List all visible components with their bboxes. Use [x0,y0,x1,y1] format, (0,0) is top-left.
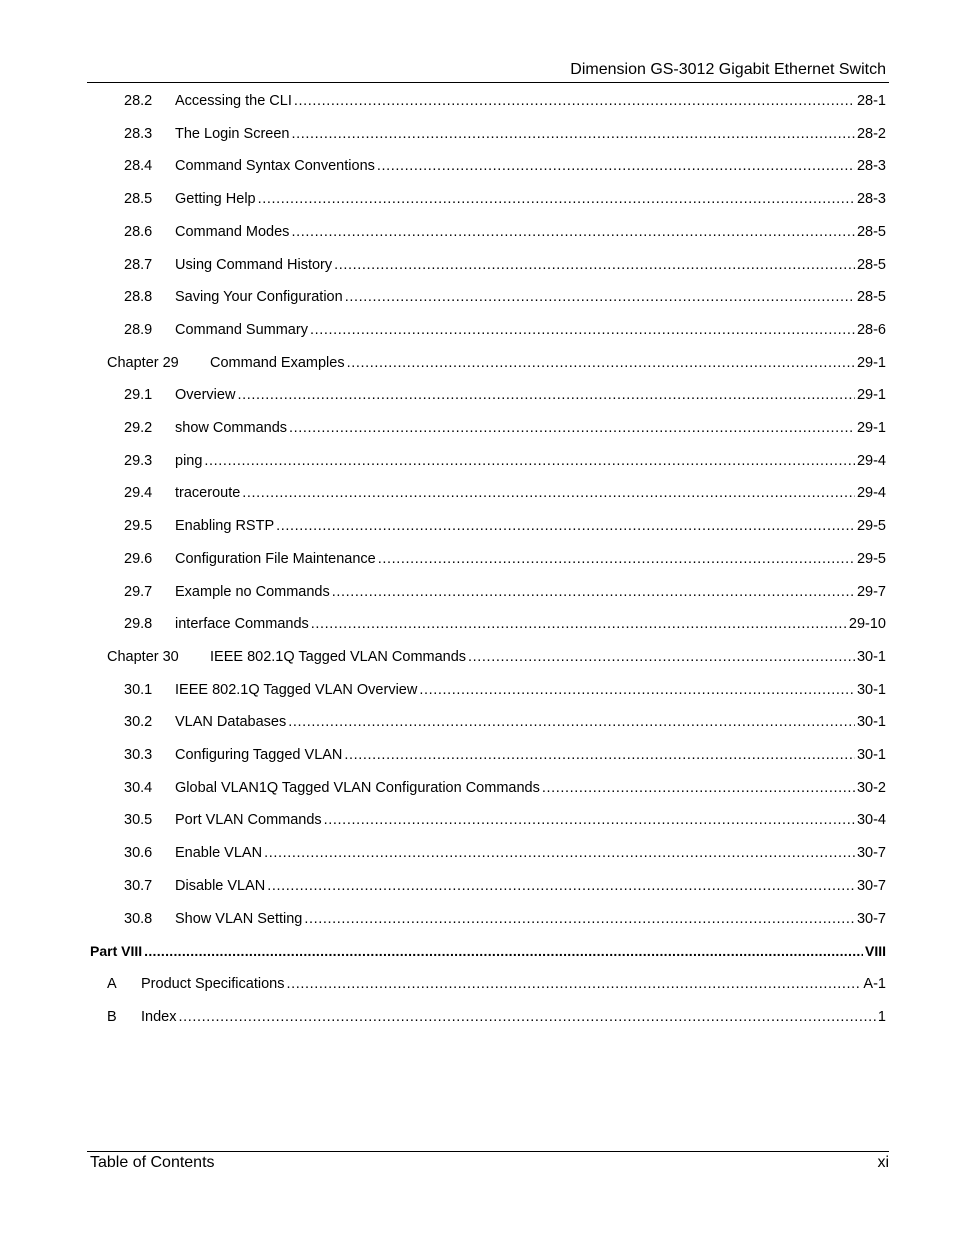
toc-entry-title: traceroute [175,485,241,502]
toc-entry[interactable] [0,222,886,242]
toc-entry-title: Command Summary [175,321,308,338]
toc-entry[interactable] [0,353,886,373]
toc-entry-page: 29-1 [856,354,886,371]
toc-entry-number: 30.7 [124,877,153,894]
toc-entry-number: 30.8 [124,910,153,927]
toc-entry-number: 29.3 [124,452,153,469]
toc-entry-number: 28.4 [124,158,153,175]
toc-entry[interactable] [0,712,886,732]
dot-leader [242,483,855,503]
toc-entry[interactable] [0,124,886,144]
toc-entry-number: Chapter 29 [107,354,179,371]
dot-leader [344,745,855,765]
toc-entry[interactable] [0,843,886,863]
toc-entry-title: Command Syntax Conventions [175,158,375,175]
toc-entry-page: 28-6 [856,321,886,338]
toc-entry-number: 28.7 [124,256,153,273]
header-rule [87,82,889,83]
dot-leader [377,156,855,176]
toc-entry-title: Show VLAN Setting [175,910,303,927]
footer-section-title: Table of Contents [90,1154,215,1171]
toc-entry-title: Configuring Tagged VLAN [175,747,343,763]
toc-entry-number: 29.4 [124,485,153,502]
toc-entry-number: 30.1 [124,681,153,698]
dot-leader [258,189,855,209]
toc-entry-page: 29-5 [856,518,886,535]
dot-leader [332,582,855,602]
toc-entry-title: Overview [175,387,236,404]
toc-entry-number: 30.6 [124,845,153,862]
toc-entry-page: 30-1 [856,681,886,698]
toc-entry[interactable] [0,614,886,634]
toc-entry-page: 29-1 [856,387,886,404]
toc-entry-title: ping [175,452,203,469]
dot-leader [178,1007,875,1027]
dot-leader [291,124,855,144]
footer-page-number: xi [877,1154,889,1171]
toc-entry-title: Product Specifications [141,975,285,992]
toc-entry-page: 30-2 [856,779,886,796]
toc-entry-title: VLAN Databases [175,714,287,731]
toc-entry-page: 29-5 [856,550,886,567]
toc-entry-title: Accessing the CLI [175,93,292,109]
toc-entry[interactable] [0,974,886,994]
dot-leader [311,614,847,634]
toc-entry-page: 28-1 [856,93,886,109]
dot-leader [286,974,861,994]
toc-entry-number: 30.4 [124,779,153,796]
toc-entry-number: 29.1 [124,387,153,404]
toc-entry-page: 28-3 [856,191,886,208]
dot-leader [204,451,855,471]
dot-leader [144,941,863,961]
toc-entry-number: 29.7 [124,583,153,600]
dot-leader [267,876,855,896]
toc-entry[interactable] [0,320,886,340]
toc-entry[interactable] [0,549,886,569]
toc-entry-number: 29.2 [124,420,153,436]
toc-entry-page: 30-1 [856,714,886,731]
toc-entry-number: 30.2 [124,714,153,731]
toc-entry-title: The Login Screen [175,125,290,142]
toc-entry-number: 28.2 [124,93,153,109]
toc-entry-title: Saving Your Configuration [175,289,343,306]
toc-entry[interactable] [0,909,886,929]
toc-entry[interactable] [0,582,886,602]
dot-leader [288,712,855,732]
dot-leader [237,385,855,405]
dot-leader [294,91,855,111]
dot-leader [324,810,855,830]
toc-entry-page: 30-1 [856,648,886,665]
toc-entry-number: 29.6 [124,550,153,567]
toc-entry-page: 29-7 [856,583,886,600]
toc-entry-title: Port VLAN Commands [175,812,322,829]
toc-entry-number: 28.6 [124,223,153,240]
toc-entry-page: 30-7 [856,910,886,927]
toc-entry-number: B [107,1008,117,1025]
page-header-title: Dimension GS-3012 Gigabit Ethernet Switch [570,61,886,78]
toc-entry[interactable] [0,941,886,961]
toc-entry[interactable] [0,778,886,798]
toc-entry-title: Enabling RSTP [175,518,275,535]
toc-entry-title: interface Commands [175,616,309,633]
toc-entry[interactable] [0,876,886,896]
toc-entry[interactable] [0,1007,886,1027]
toc-entry-number: 30.3 [124,747,153,763]
toc-entry-page: 28-5 [856,223,886,240]
toc-entry-title: Example no Commands [175,583,330,600]
toc-entry-number: 29.5 [124,518,153,535]
toc-entry-page: 29-1 [856,420,886,436]
toc-entry-number: 28.5 [124,191,153,208]
toc-entry-title: Configuration File Maintenance [175,550,376,567]
toc-entry-page: 30-7 [856,877,886,894]
toc-entry-number: A [107,975,117,992]
toc-entry[interactable] [0,810,886,830]
toc-entry-page: 30-4 [856,812,886,829]
dot-leader [304,909,855,929]
toc-entry-page: 29-10 [848,616,886,633]
toc-entry[interactable] [0,483,886,503]
toc-entry[interactable] [0,647,886,667]
toc-entry[interactable] [0,745,886,765]
toc-entry-title: show Commands [175,420,288,436]
toc-entry-title: Index [141,1008,177,1025]
toc-entry-page: 28-3 [856,158,886,175]
toc-entry[interactable] [0,385,886,405]
dot-leader [419,680,855,700]
toc-entry-title: Global VLAN1Q Tagged VLAN Configuration Commands [175,779,540,796]
dot-leader [468,647,855,667]
dot-leader [334,255,855,275]
toc-entry-title: Command Modes [175,223,290,240]
toc-entry-page: 30-1 [856,747,886,763]
dot-leader [542,778,855,798]
toc-entry-page: 29-4 [856,452,886,469]
toc-entry-page: 30-7 [856,845,886,862]
toc-entry-page: 28-2 [856,125,886,142]
toc-entry-page: 28-5 [856,289,886,306]
toc-entry-title: Disable VLAN [175,877,266,894]
toc-entry-number: 28.9 [124,321,153,338]
toc-entry-page: VIII [864,943,886,960]
dot-leader [264,843,855,863]
toc-entry[interactable] [0,189,886,209]
toc-entry[interactable] [0,680,886,700]
dot-leader [289,418,855,438]
toc-entry-title: IEEE 802.1Q Tagged VLAN Commands [210,648,467,665]
toc-entry-title: Part VIII [90,943,143,960]
toc-entry[interactable] [0,516,886,536]
toc-entry[interactable] [0,255,886,275]
toc-entry[interactable] [0,451,886,471]
toc-entry-title: Getting Help [175,191,256,208]
toc-entry[interactable] [0,156,886,176]
dot-leader [378,549,855,569]
toc-entry-page: 29-4 [856,485,886,502]
toc-entry[interactable] [0,418,886,438]
toc-entry-number: 28.8 [124,289,153,306]
toc-entry-title: Command Examples [210,354,345,371]
toc-entry-title: Using Command History [175,256,333,273]
footer-rule [87,1151,889,1152]
toc-entry-number: 28.3 [124,125,153,142]
dot-leader [345,287,855,307]
dot-leader [347,353,855,373]
dot-leader [310,320,855,340]
toc-entry-title: IEEE 802.1Q Tagged VLAN Overview [175,681,418,698]
toc-entry-page: A-1 [863,975,886,992]
toc-entry-number: 30.5 [124,812,153,829]
dot-leader [291,222,855,242]
toc-entry-number: 29.8 [124,616,153,633]
toc-entry-page: 28-5 [856,256,886,273]
dot-leader [276,516,855,536]
toc-entry-title: Enable VLAN [175,845,263,862]
toc-entry[interactable] [0,287,886,307]
toc-entry[interactable] [0,91,886,111]
toc-entry-number: Chapter 30 [107,648,179,665]
toc-entry-page: 1 [877,1008,886,1025]
